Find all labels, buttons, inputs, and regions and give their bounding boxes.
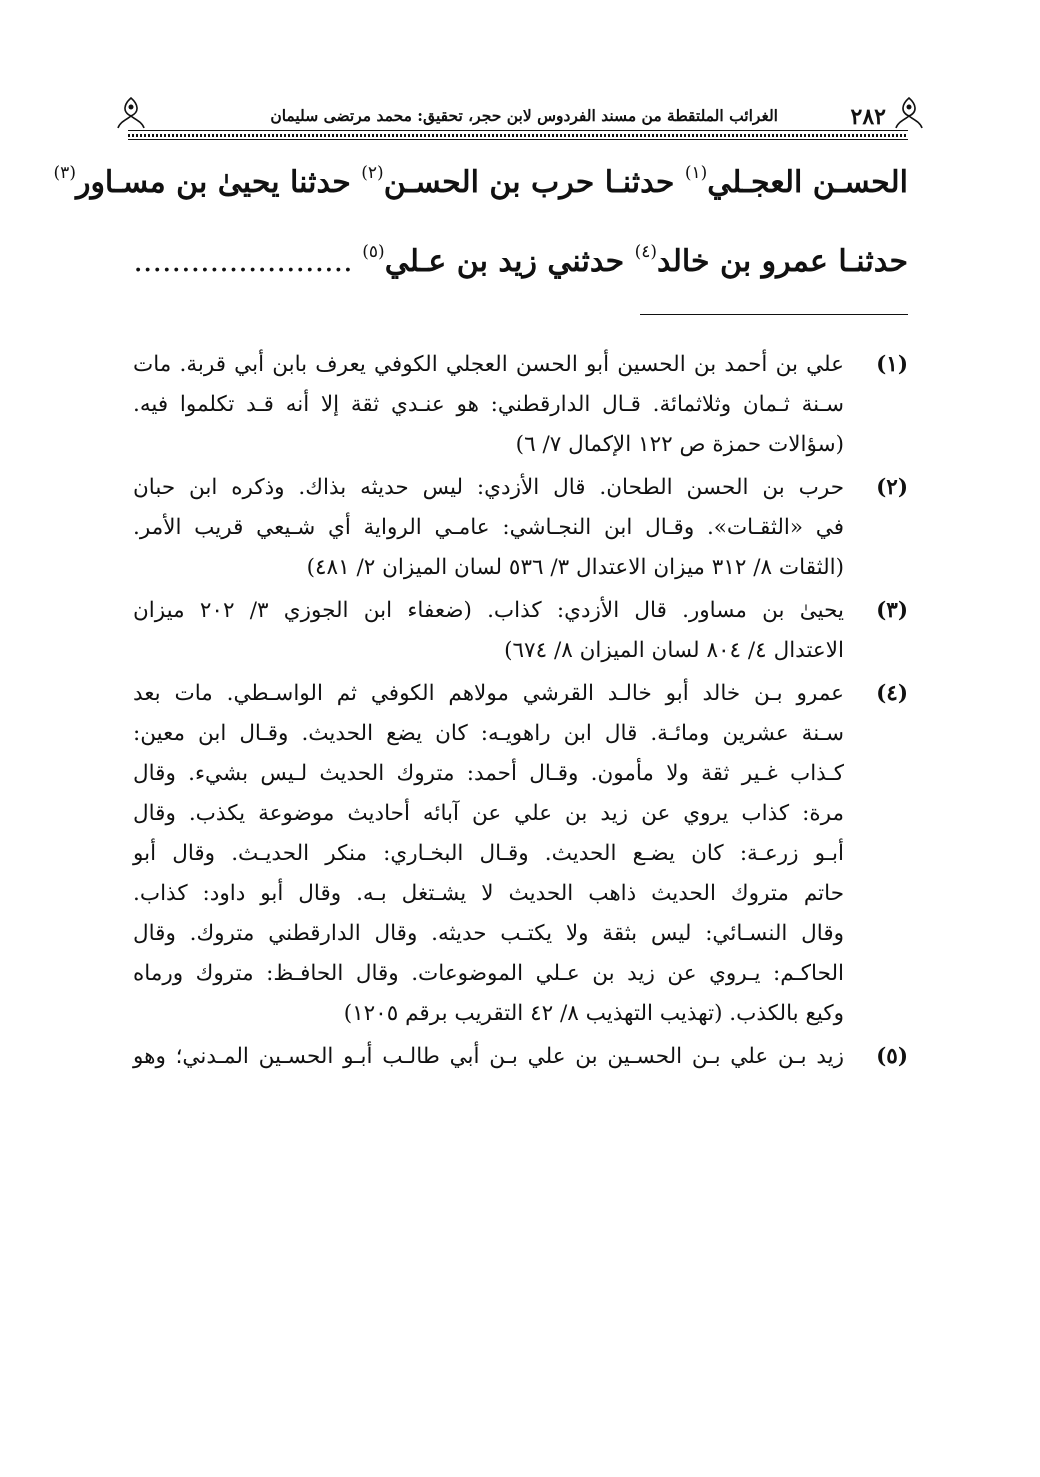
- footnote-line: عمرو بـن خالد أبو خالـد القرشي مولاهم الكوفي ثم الواسـطي. مات بعد: [133, 681, 844, 706]
- footnote-number: (١): [876, 352, 908, 377]
- ellipsis-dots: .......................: [133, 244, 363, 279]
- floral-ornament-icon: [894, 96, 924, 132]
- footnote-line: علي بن أحمد بن الحسين أبو الحسن العجلي الكوفي يعرف بابن أبي قربة. مات: [133, 352, 844, 377]
- footnote: [133, 1037, 908, 1077]
- footnote: [133, 591, 908, 671]
- footnote-line: سـنة ثـمان وثلاثمائة. قـال الدارقطني: هو عنـدي ثقة إلا أنه قـد تكلموا فيه.: [133, 392, 844, 417]
- footnote-line: (الثقات ٨/ ٣١٢ ميزان الاعتدال ٣/ ٥٣٦ لسان الميزان ٢/ ٤٨١): [306, 555, 844, 580]
- page-header: [128, 96, 908, 140]
- footnote-number: (٥): [876, 1044, 908, 1069]
- footnote-number: (٤): [876, 681, 908, 706]
- footnote-ref: (٢): [361, 163, 384, 183]
- footnote-ref: (١): [684, 163, 708, 183]
- header-rule: [128, 130, 908, 131]
- header-border-pattern: [128, 134, 908, 137]
- footnote-number: (٢): [876, 475, 908, 500]
- footnote-line: وقال النسـائي: ليس بثقة ولا يكتـب حديثه. وقال الدارقطني متروك. وقال: [133, 921, 844, 946]
- footnote-line: مرة: كذاب يروي عن زيد بن علي عن آبائه أحاديث موضوعة يكذب. وقال: [133, 801, 844, 826]
- main-text-line-1: الحسـن العجـلي$^{(١)}$ حدثنـا حرب بن الحسـن$^{(٢)}$ حدثنا يحيىٰ بن مسـاور$^{(٣)}$: [53, 163, 908, 200]
- footnote-number: (٣): [876, 598, 908, 623]
- footnote-ref: (٥): [362, 242, 385, 262]
- footnote-line: يحيىٰ بن مساور. قال الأزدي: كذاب. (ضعفاء ابن الجوزي ٣/ ٢٠٢ ميزان: [133, 598, 845, 623]
- running-title: الغرائب الملتقطة من مسند الفردوس لابن حجر، تحقيق: محمد مرتضى سليمان: [270, 106, 778, 125]
- footnote-line: أبـو زرعـة: كان يضـع الحديث. وقـال البخـاري: منكر الحديـث. وقال أبو: [133, 841, 844, 866]
- floral-ornament-icon: [116, 96, 146, 132]
- footnote-line: كـذاب غـير ثقة ولا مأمون. وقـال أحمد: متروك الحديث لـيس بشيء. وقال: [133, 761, 844, 786]
- footnote-line: زيد بـن علي بـن الحسـين بن علي بـن أبي طالـب أبـو الحسـين المـدني؛ وهو: [133, 1044, 844, 1069]
- footnote-line: وكيع بالكذب. (تهذيب التهذيب ٨/ ٤٢ التقريب برقم ١٢٠٥): [343, 1001, 844, 1026]
- footnote-line: حرب بن الحسن الطحان. قال الأزدي: ليس حديثه بذاك. وذكره ابن حبان: [133, 475, 844, 500]
- footnote-line: سـنة عشرين ومائـة. قال ابن راهويـه: كان يضع الحديث. وقـال ابن معين:: [133, 721, 844, 746]
- main-text-line-2: حدثنـا عمرو بن خالد$^{(٤)}$ حدثني زيد بن عـلي$^{(٥)}$ .......................: [133, 242, 908, 279]
- footnote-separator: [640, 314, 908, 315]
- footnote-line: حاتم متروك الحديث ذاهب الحديث لا يشـتغل بـه. وقال أبو داود: كذاب.: [133, 881, 844, 906]
- header-rule: [128, 139, 908, 140]
- footnote-ref: (٤): [634, 242, 657, 262]
- footnote-line: الاعتدال ٤/ ٨٠٤ لسان الميزان ٨/ ٦٧٤): [504, 638, 844, 663]
- footnotes: [133, 345, 908, 1080]
- footnote: [133, 674, 908, 1034]
- page-number: ٢٨٢: [850, 104, 886, 130]
- footnote-line: في «الثقـات». وقـال ابن النجـاشي: عامـي الرواية أي شـيعي قريب الأمر.: [133, 515, 844, 540]
- footnote-line: الحاكـم: يـروي عن زيد بن عـلي الموضوعات. وقال الحافـظ: متروك ورماه: [133, 961, 844, 986]
- footnote-ref: (٣): [53, 163, 76, 183]
- footnote: [133, 468, 908, 588]
- footnote: [133, 345, 908, 465]
- footnote-line: (سؤالات حمزة ص ١٢٢ الإكمال ٧/ ٦): [515, 432, 844, 457]
